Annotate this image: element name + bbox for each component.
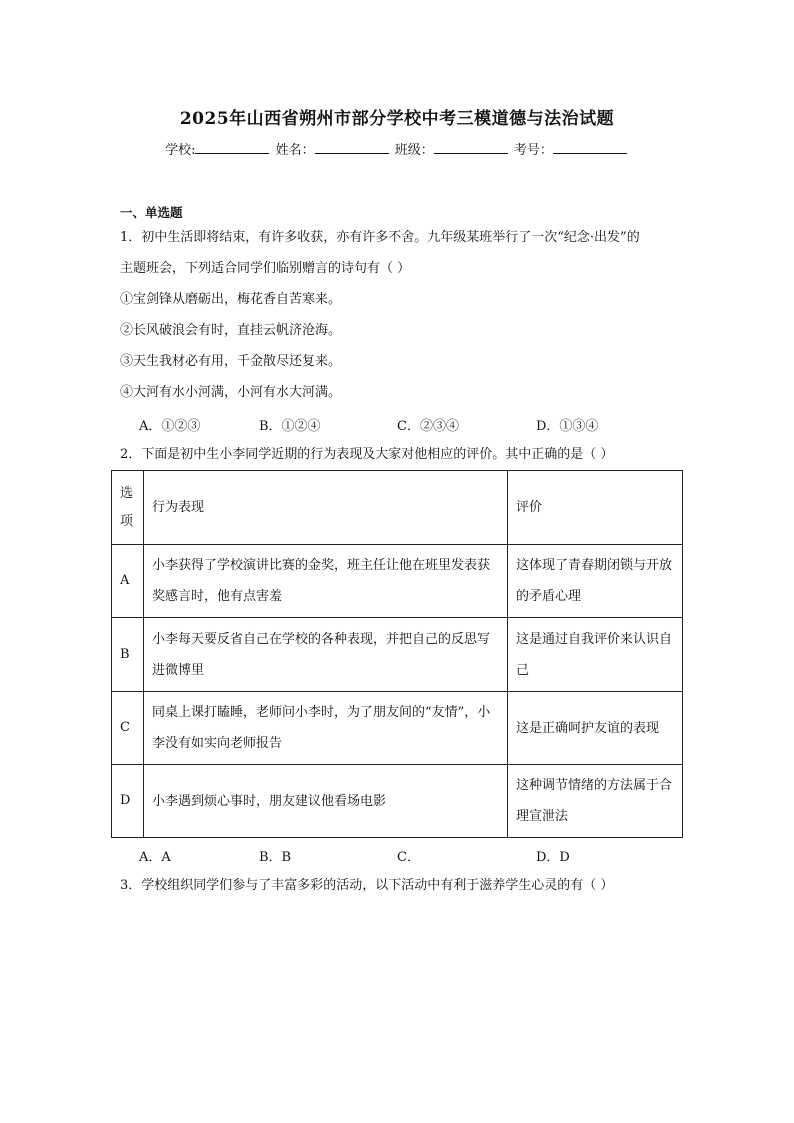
question-1-option-d: D．①③④ [536,419,599,434]
table-header-evaluation: 评价 [508,471,683,545]
table-cell-behavior: 小李获得了学校演讲比赛的金奖，班主任让他在班里发表获奖感言时，他有点害羞 [144,545,508,618]
question-1-option-b: B．①②④ [259,419,321,434]
table-cell-option: D [112,765,144,838]
question-1-item-1: ①宝剑锋从磨砺出，梅花香自苦寒来。 [120,292,342,307]
question-1-item-3: ③天生我材必有用，千金散尽还复来。 [120,354,342,369]
question-1-item-4: ④大河有水小河满，小河有水大河满。 [120,385,342,400]
table-row [112,618,683,692]
table-row [112,545,683,618]
table-cell-option: A [112,545,144,618]
exam-number-blank [553,141,627,154]
table-cell-evaluation: 这种调节情绪的方法属于合理宣泄法 [508,765,683,838]
table-cell-behavior: 小李遇到烦心事时，朋友建议他看场电影 [144,765,508,838]
table-cell-behavior: 小李每天要反省自己在学校的各种表现，并把自己的反思写进微博里 [144,618,508,692]
table-cell-evaluation: 这是通过自我评价来认识自己 [508,618,683,692]
table-cell-option: C [112,692,144,765]
question-2-table [111,470,683,838]
table-cell-evaluation: 这体现了青春期闭锁与开放的矛盾心理 [508,545,683,618]
section-title: 一、单选题 [120,205,183,220]
class-label: 班级： [394,143,434,158]
table-row [112,692,683,765]
question-2-option-d: D．D [536,850,570,865]
table-cell-option: B [112,618,144,692]
question-2-option-b: B．B [259,850,292,865]
question-1-option-a: A．①②③ [139,419,201,434]
table-cell-evaluation: 这是正确呵护友谊的表现 [508,692,683,765]
question-3-text: 3．学校组织同学们参与了丰富多彩的活动，以下活动中有利于滋养学生心灵的有（ ） [120,878,614,893]
question-1-line-1: 1．初中生活即将结束，有许多收获，亦有许多不舍。九年级某班举行了一次“纪念·出发”的 [120,230,640,245]
question-1-item-2: ②长风破浪会有时，直挂云帆济沧海。 [120,323,342,338]
school-label: 学校: [165,143,196,158]
table-header-row [112,471,683,545]
school-blank [195,141,269,154]
question-2-text: 2．下面是初中生小李同学近期的行为表现及大家对他相应的评价。其中正确的是（ ） [120,447,614,462]
table-cell-behavior: 同桌上课打瞌睡，老师问小李时，为了朋友间的“友情”，小李没有如实向老师报告 [144,692,508,765]
question-2-option-c: C． [397,850,420,865]
question-2-option-a: A．A [139,850,171,865]
table-header-behavior: 行为表现 [144,471,508,545]
name-blank [315,141,389,154]
exam-number-label: 考号： [513,143,553,158]
name-label: 姓名： [275,143,315,158]
question-1-option-c: C．②③④ [397,419,459,434]
table-row [112,765,683,838]
exam-title: 2025年山西省朔州市部分学校中考三模道德与法治试题 [179,109,615,129]
question-1-line-2: 主题班会，下列适合同学们临别赠言的诗句有（ ） [120,261,411,276]
table-header-option: 选项 [112,471,144,545]
class-blank [434,141,508,154]
student-info-line [0,139,794,158]
